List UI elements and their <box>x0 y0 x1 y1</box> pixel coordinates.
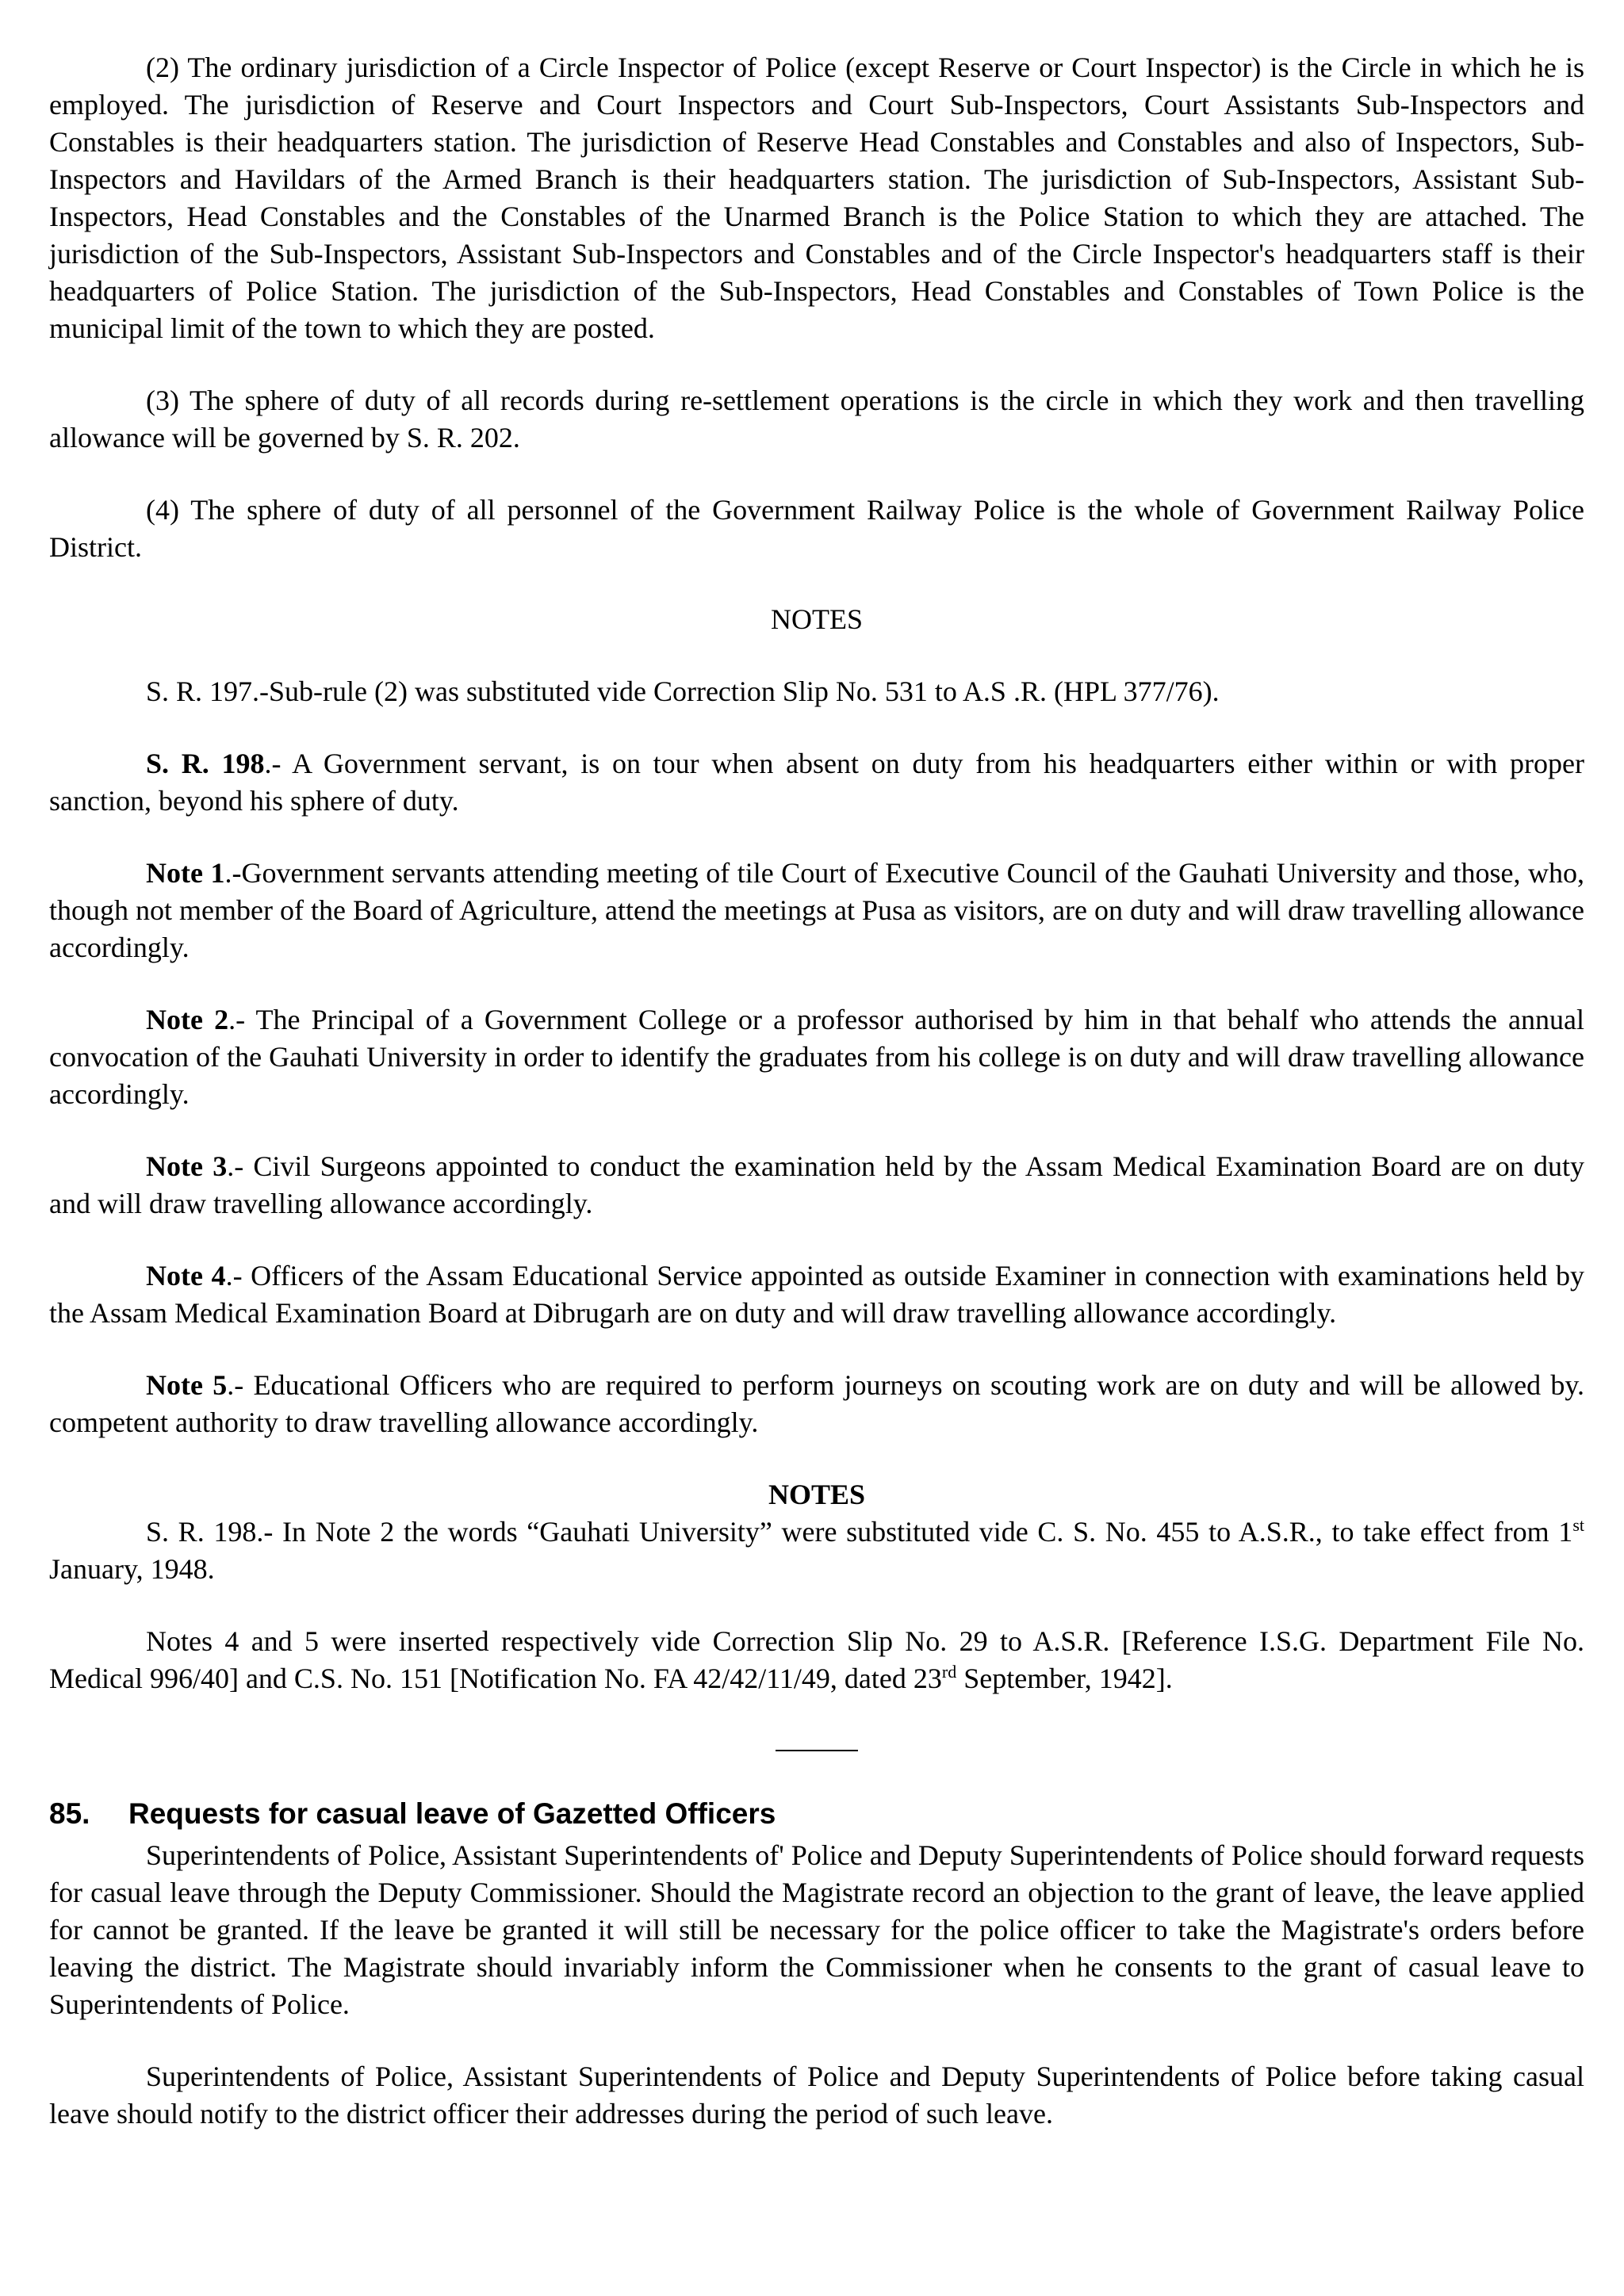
paragraph-jurisdiction: (2) The ordinary jurisdiction of a Circle Inspector of Police (except Reserve or Court Inspector) is the Circle in which he is employed. The jurisdiction of Reserve and Court Inspectors and Court Sub-Inspectors, Court Assistants Sub-Inspectors and Constables is their headquarters station. The jurisdiction of Reserve Head Constables and Constables and also of Inspectors, Sub-Inspectors and Havildars of the Armed Branch is their headquarters station. The jurisdiction of Sub-Inspectors, Assistant Sub-Inspectors, Head Constables and the Constables of the Unarmed Branch is the Police Station to which they are attached. The jurisdiction of the Sub-Inspectors, Assistant Sub-Inspectors and Constables and of the Circle Inspector's headquarters staff is their headquarters of Police Station. The jurisdiction of the Sub-Inspectors, Head Constables and Constables of Town Police is the municipal limit of the town to which they are posted. <box>49 52 1584 344</box>
ordinal-suffix: rd <box>941 1662 957 1682</box>
section-divider <box>776 1750 858 1751</box>
section-number: 85. <box>49 1797 90 1830</box>
document-page <box>49 49 1584 2168</box>
paragraph-resettlement: (3) The sphere of duty of all records during re-settlement operations is the circle in which they work and then travelling allowance will be governed by S. R. 202. <box>49 385 1584 453</box>
sr198-amendment-date: January, 1948. <box>49 1553 215 1585</box>
note-5-text: .- Educational Officers who are required to perform journeys on scouting work are on duty and will be allowed by. competent authority to draw travelling allowance accordingly. <box>49 1369 1585 1438</box>
section-title: Requests for casual leave of Gazetted Officers <box>128 1797 776 1830</box>
note-3 <box>49 1148 1584 1223</box>
note-2 <box>49 1001 1584 1113</box>
paragraph-sr197-note: S. R. 197.-Sub-rule (2) was substituted vide Correction Slip No. 531 to A.S .R. (HPL 377/76). <box>146 675 1220 707</box>
note-2-text: .- The Principal of a Government College or a professor authorised by him in that behalf who attends the annual convocation of the Gauhati University in order to identify the graduates from his college is on duty and will draw travelling allowance accordingly. <box>49 1004 1584 1110</box>
note-1-text: .-Government servants attending meeting of tile Court of Executive Council of the Gauhati University and those, who, though not member of the Board of Agriculture, attend the meetings at Pusa as visitors, are on duty and will draw travelling allowance accordingly. <box>49 857 1584 963</box>
note-4 <box>49 1257 1584 1332</box>
note-5 <box>49 1367 1584 1441</box>
note-5-label: Note 5 <box>146 1369 228 1401</box>
note-4-text: .- Officers of the Assam Educational Service appointed as outside Examiner in connection with examinations held by the Assam Medical Examination Board at Dibrugarh are on duty and will draw travelling allowance accordingly. <box>49 1260 1584 1329</box>
note-4-label: Note 4 <box>146 1260 226 1292</box>
notes-heading-bold: NOTES <box>768 1479 866 1510</box>
sr198-label: S. R. 198 <box>146 748 265 779</box>
note-2-label: Note 2 <box>146 1004 229 1035</box>
note-3-text: .- Civil Surgeons appointed to conduct the examination held by the Assam Medical Examination Board are on duty and will draw travelling allowance accordingly. <box>49 1150 1584 1219</box>
paragraph-sr198-amendment <box>49 1513 1584 1588</box>
sr198-text: .- A Government servant, is on tour when absent on duty from his headquarters either within or with proper sanction, beyond his sphere of duty. <box>49 748 1584 817</box>
paragraph-casual-leave-addresses: Superintendents of Police, Assistant Superintendents of Police and Deputy Superintendents of Police before taking casual leave should notify to the district officer their addresses during the period of such leave. <box>49 2061 1584 2130</box>
note-1-label: Note 1 <box>146 857 225 889</box>
paragraph-notes-inserted <box>49 1623 1584 1697</box>
paragraph-sr198 <box>49 745 1584 820</box>
note-1 <box>49 855 1584 966</box>
note-3-label: Note 3 <box>146 1150 228 1182</box>
ordinal-suffix: st <box>1572 1515 1584 1535</box>
sr198-amendment-text: S. R. 198.- In Note 2 the words “Gauhati University” were substituted vide C. S. No. 455 to A.S.R., to take effect from 1 <box>146 1516 1573 1548</box>
paragraph-casual-leave-requests: Superintendents of Police, Assistant Superintendents of' Police and Deputy Superintendents of Police should forward requests for casual leave through the Deputy Commissioner. Should the Magistrate record an objection to the grant of leave, the leave applied for cannot be granted. If the leave be granted it will still be necessary for the police officer to take the Magistrate's orders before leaving the district. The Magistrate should invariably inform the Commissioner when he consents to the grant of casual leave to Superintendents of Police. <box>49 1839 1584 2020</box>
notes-inserted-text: Notes 4 and 5 were inserted respectively vide Correction Slip No. 29 to A.S.R. [Reference I.S.G. Department File No. Medical 996/40] and C.S. No. 151 [Notification No. FA 42/42/11/49, dated 23 <box>49 1625 1584 1694</box>
paragraph-railway-police: (4) The sphere of duty of all personnel of the Government Railway Police is the whole of Government Railway Police District. <box>49 494 1584 563</box>
section-heading <box>49 1794 1584 1834</box>
notes-inserted-date: September, 1942]. <box>956 1663 1173 1694</box>
notes-heading: NOTES <box>771 603 863 635</box>
